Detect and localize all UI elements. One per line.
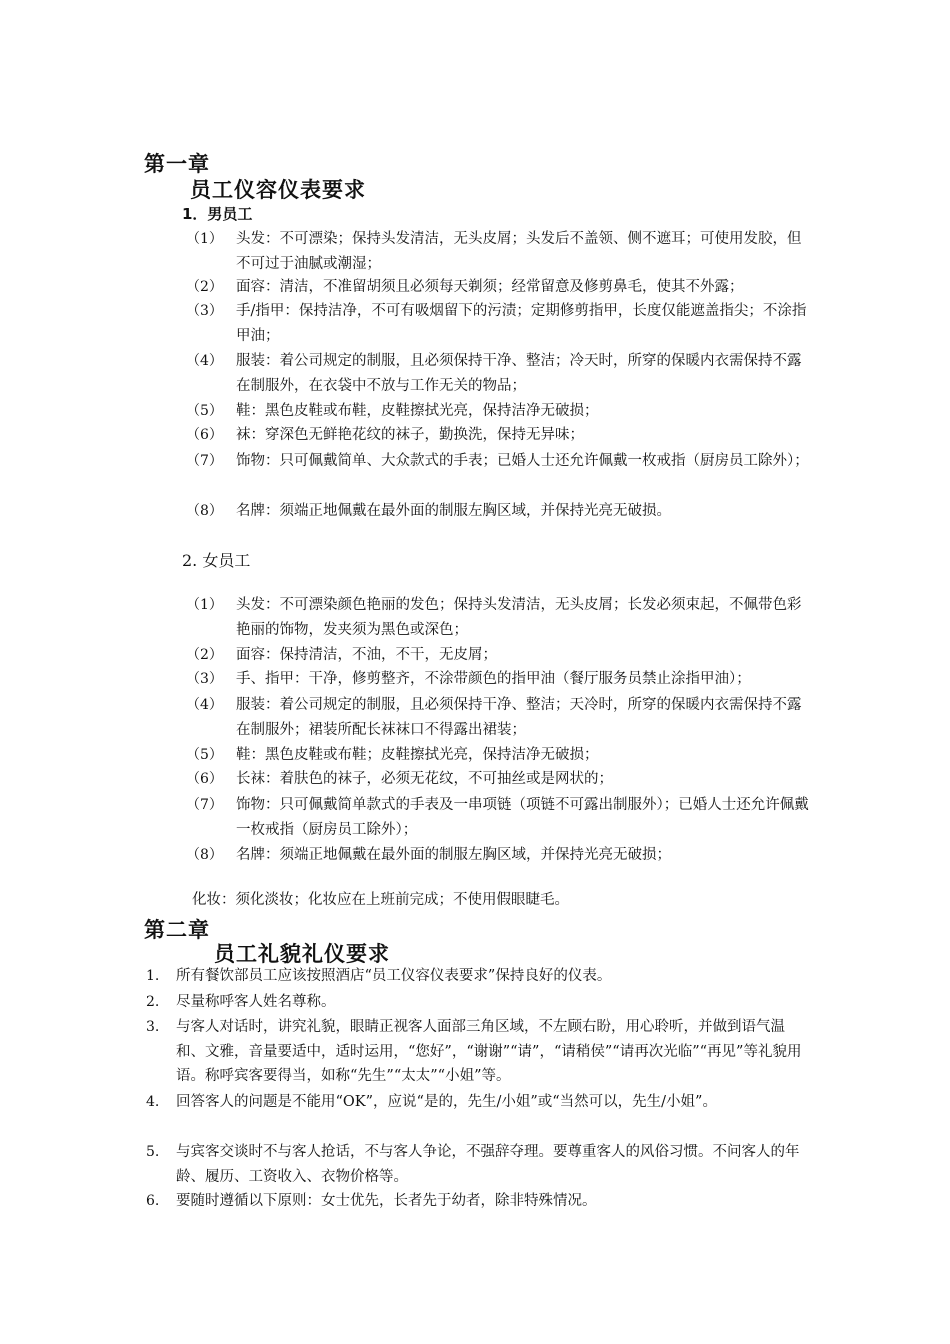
item-number: （1）	[186, 597, 223, 613]
item-text: 长袜：着肤色的袜子，必须无花纹，不可抽丝或是网状的；	[236, 771, 613, 787]
item-number: （6）	[186, 771, 223, 787]
chapter-2-title: 员工礼貌礼仪要求	[214, 942, 390, 966]
item-number: （4）	[186, 353, 223, 369]
item-number: （8）	[186, 503, 223, 519]
item-number: 1.	[146, 968, 160, 984]
makeup-note: 化妆：须化淡妆；化妆应在上班前完成；不使用假眼睫毛。	[192, 892, 569, 908]
item-text: 名牌：须端正地佩戴在最外面的制服左胸区域，并保持光亮无破损。	[236, 503, 671, 519]
item-text: 回答客人的问题是不能用“OK”，应说“是的，先生/小姐”或“当然可以，先生/小姐”。	[176, 1094, 717, 1110]
item-number: （8）	[186, 847, 223, 863]
item-text: 鞋：黑色皮鞋或布鞋；皮鞋擦拭光亮，保持洁净无破损；	[236, 747, 599, 763]
item-text: 鞋：黑色皮鞋或布鞋，皮鞋擦拭光亮，保持洁净无破损；	[236, 403, 599, 419]
item-number: 3.	[146, 1019, 160, 1035]
item-number: 5.	[146, 1144, 160, 1160]
item-number: （2）	[186, 279, 223, 295]
item-text: 服装：着公司规定的制服，且必须保持干净、整洁；冷天时，所穿的保暖内衣需保持不露在制服外，在衣袋中不放与工作无关的物品；	[236, 353, 802, 394]
item-text: 名牌：须端正地佩戴在最外面的制服左胸区域，并保持光亮无破损；	[236, 847, 671, 863]
chapter-2-label: 第二章	[144, 918, 210, 942]
item-text: 与客人对话时，讲究礼貌，眼睛正视客人面部三角区域，不左顾右盼，用心聆听，并做到语气温和、文雅，音量要适中，适时运用，“您好”，“谢谢”“请”，“请稍侯”“请再次光临”“再见”等礼貌用语。称呼宾客要得当，如称“先生”“太太”“小姐”等。	[176, 1019, 802, 1084]
chapter-1-title: 员工仪容仪表要求	[190, 178, 366, 202]
item-number: （5）	[186, 403, 223, 419]
item-number: （7）	[186, 453, 223, 469]
item-text: 要随时遵循以下原则：女士优先，长者先于幼者，除非特殊情况。	[176, 1193, 597, 1209]
item-number: 4.	[146, 1094, 160, 1110]
item-text: 服装：着公司规定的制服，且必须保持干净、整洁；天冷时，所穿的保暖内衣需保持不露在制服外；裙装所配长袜袜口不得露出裙装；	[236, 697, 802, 738]
item-number: 6.	[146, 1193, 160, 1209]
item-number: 2.	[146, 994, 160, 1010]
item-text: 饰物：只可佩戴简单、大众款式的手表；已婚人士还允许佩戴一枚戒指（厨房员工除外）；	[236, 453, 809, 469]
item-text: 所有餐饮部员工应该按照酒店“员工仪容仪表要求”保持良好的仪表。	[176, 968, 612, 984]
item-text: 手、指甲：干净，修剪整齐，不涂带颜色的指甲油（餐厅服务员禁止涂指甲油）；	[236, 671, 751, 687]
item-number: （3）	[186, 671, 223, 687]
item-text: 尽量称呼客人姓名尊称。	[176, 994, 336, 1010]
chapter-1-label: 第一章	[144, 152, 210, 176]
male-heading: 1．男员工	[182, 205, 253, 223]
item-text: 头发：不可漂染颜色艳丽的发色；保持头发清洁，无头皮屑；长发必须束起，不佩带色彩艳丽的饰物，发夹须为黑色或深色；	[236, 597, 802, 638]
item-number: （1）	[186, 231, 223, 247]
item-number: （7）	[186, 797, 223, 813]
item-number: （5）	[186, 747, 223, 763]
item-text: 袜：穿深色无鲜艳花纹的袜子，勤换洗，保持无异味；	[236, 427, 584, 443]
item-number: （4）	[186, 697, 223, 713]
item-text: 与宾客交谈时不与客人抢话，不与客人争论，不强辞夺理。要尊重客人的风俗习惯。不问客人的年龄、履历、工资收入、衣物价格等。	[176, 1144, 800, 1185]
item-text: 饰物：只可佩戴简单款式的手表及一串项链（项链不可露出制服外）；已婚人士还允许佩戴一枚戒指（厨房员工除外）；	[236, 797, 809, 838]
item-number: （3）	[186, 303, 223, 319]
item-text: 面容：保持清洁，不油，不干，无皮屑；	[236, 647, 497, 663]
female-heading: 2. 女员工	[182, 551, 251, 570]
item-text: 头发：不可漂染；保持头发清洁，无头皮屑；头发后不盖领、侧不遮耳；可使用发胶，但不可过于油腻或潮湿；	[236, 231, 802, 272]
item-text: 手/指甲：保持洁净，不可有吸烟留下的污渍；定期修剪指甲，长度仅能遮盖指尖；不涂指甲油；	[236, 303, 807, 344]
item-number: （6）	[186, 427, 223, 443]
item-number: （2）	[186, 647, 223, 663]
item-text: 面容：清洁，不准留胡须且必须每天剃须；经常留意及修剪鼻毛，使其不外露；	[236, 279, 744, 295]
